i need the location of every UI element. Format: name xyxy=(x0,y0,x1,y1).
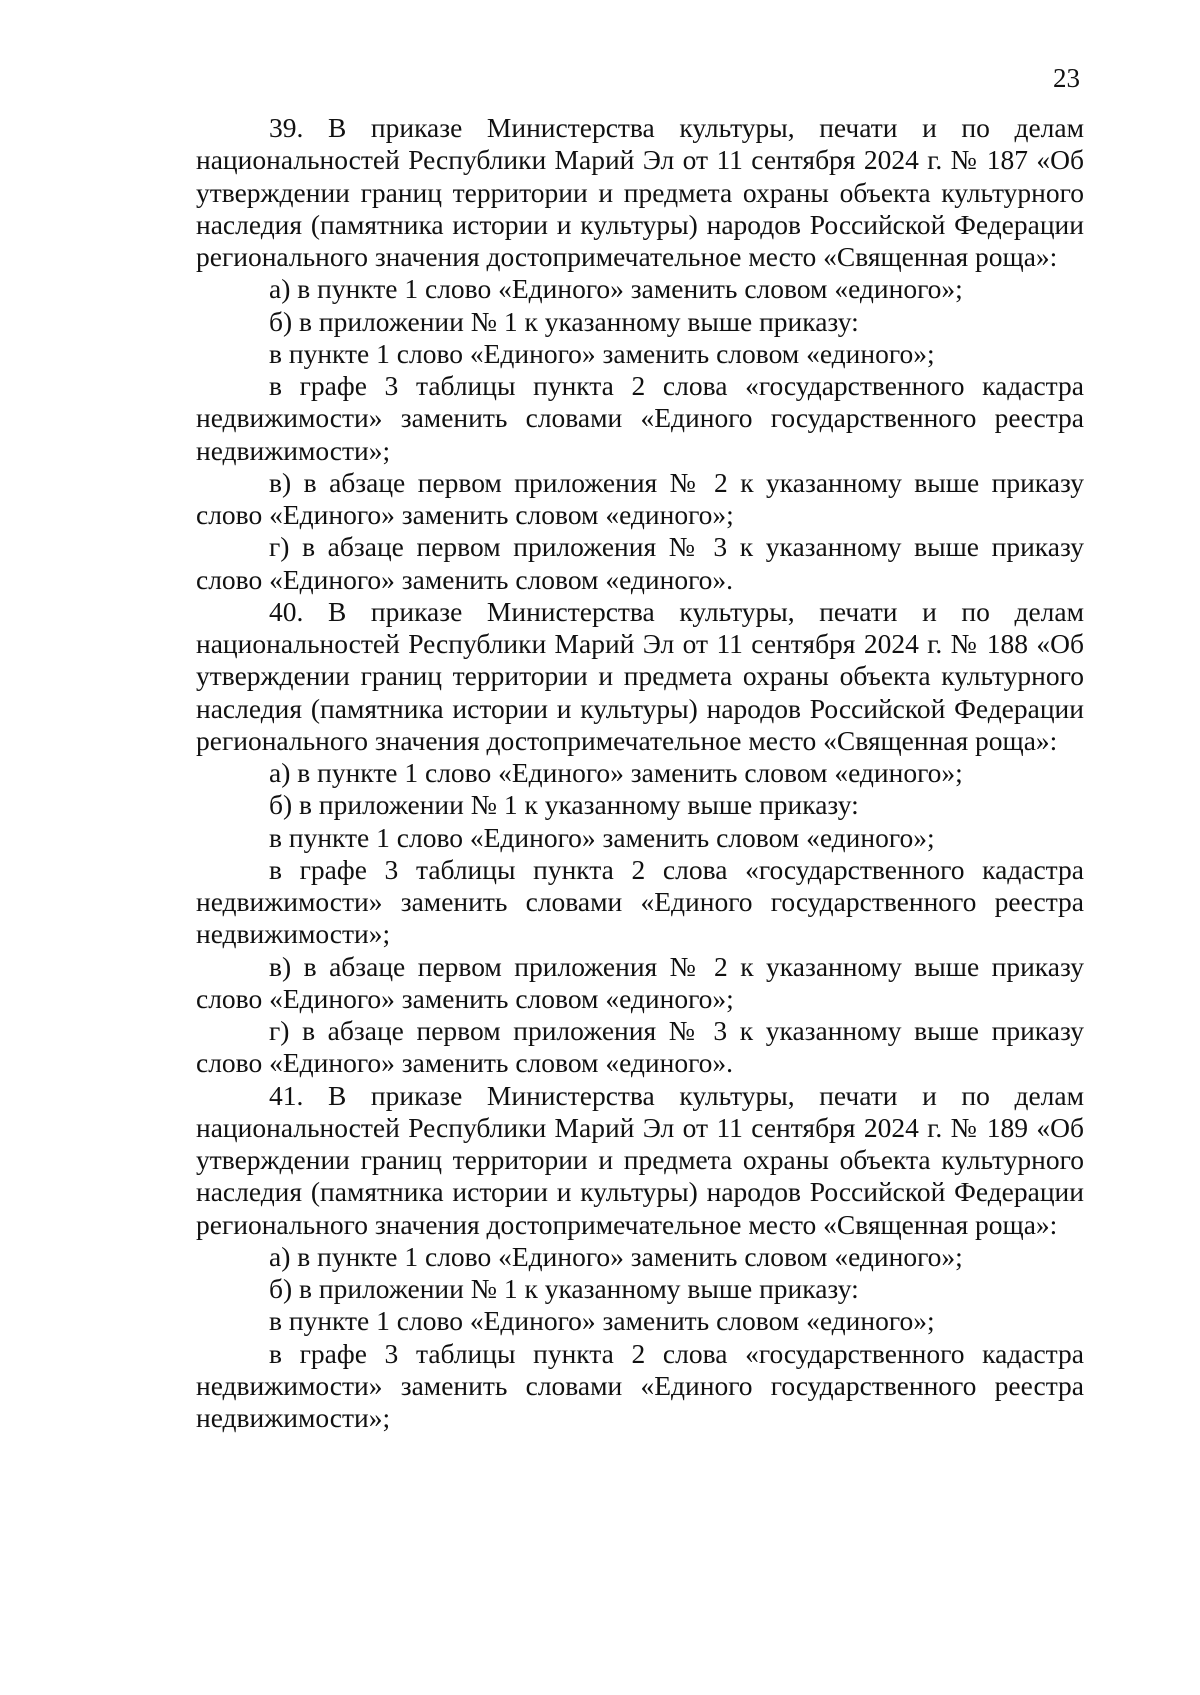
paragraph-39-v: в) в абзаце первом приложения № 2 к указанному выше приказу слово «Единого» заменить словом «единого»; xyxy=(196,466,1084,530)
paragraph-40-b-2: в графе 3 таблицы пункта 2 слова «государственного кадастра недвижимости» заменить словами «Единого государственного реестра недвижимости»; xyxy=(196,853,1084,950)
document-body xyxy=(196,112,1084,1434)
paragraph-39-g: г) в абзаце первом приложения № 3 к указанному выше приказу слово «Единого» заменить словом «единого». xyxy=(196,531,1084,595)
paragraph-40-a: а) в пункте 1 слово «Единого» заменить словом «единого»; xyxy=(269,757,963,788)
paragraph-40-g: г) в абзаце первом приложения № 3 к указанному выше приказу слово «Единого» заменить словом «единого». xyxy=(196,1015,1084,1079)
paragraph-40-v: в) в абзаце первом приложения № 2 к указанному выше приказу слово «Единого» заменить словом «единого»; xyxy=(196,950,1084,1014)
paragraph-40-b: б) в приложении № 1 к указанному выше приказу: xyxy=(269,789,859,821)
paragraph-41-a: а) в пункте 1 слово «Единого» заменить словом «единого»; xyxy=(269,1240,963,1272)
paragraph-41-b-1: в пункте 1 слово «Единого» заменить словом «единого»; xyxy=(269,1305,935,1337)
paragraph-39-b: б) в приложении № 1 к указанному выше приказу: xyxy=(269,305,859,337)
paragraph-41-b-2: в графе 3 таблицы пункта 2 слова «государственного кадастра недвижимости» заменить словами «Единого государственного реестра недвижимости»; xyxy=(196,1337,1084,1433)
paragraph-40-intro: 40. В приказе Министерства культуры, печати и по делам национальностей Республики Марий Эл от 11 сентября 2024 г. № 188 «Об утверждении границ территории и предмета охраны объекта культурного наследия (памятника истории и культуры) народов Российской Федерации регионального значения достопримечательное место «Священная роща»: xyxy=(196,595,1084,756)
page-number: 23 xyxy=(1053,63,1080,93)
paragraph-39-b-1: в пункте 1 слово «Единого» заменить словом «единого»; xyxy=(269,337,935,369)
paragraph-41-intro: 41. В приказе Министерства культуры, печати и по делам национальностей Республики Марий Эл от 11 сентября 2024 г. № 189 «Об утверждении границ территории и предмета охраны объекта культурного наследия (памятника истории и культуры) народов Российской Федерации регионального значения достопримечательное место «Священная роща»: xyxy=(196,1079,1084,1240)
paragraph-39-intro: 39. В приказе Министерства культуры, печати и по делам национальностей Республики Марий Эл от 11 сентября 2024 г. № 187 «Об утверждении границ территории и предмета охраны объекта культурного наследия (памятника истории и культуры) народов Российской Федерации регионального значения достопримечательное место «Священная роща»: xyxy=(196,112,1084,272)
paragraph-39-b-2: в графе 3 таблицы пункта 2 слова «государственного кадастра недвижимости» заменить словами «Единого государственного реестра недвижимости»; xyxy=(196,370,1084,466)
paragraph-40-b-1: в пункте 1 слово «Единого» заменить словом «единого»; xyxy=(269,821,935,853)
paragraph-39-a: а) в пункте 1 слово «Единого» заменить словом «единого»; xyxy=(269,273,963,305)
paragraph-41-b: б) в приложении № 1 к указанному выше приказу: xyxy=(269,1273,859,1304)
